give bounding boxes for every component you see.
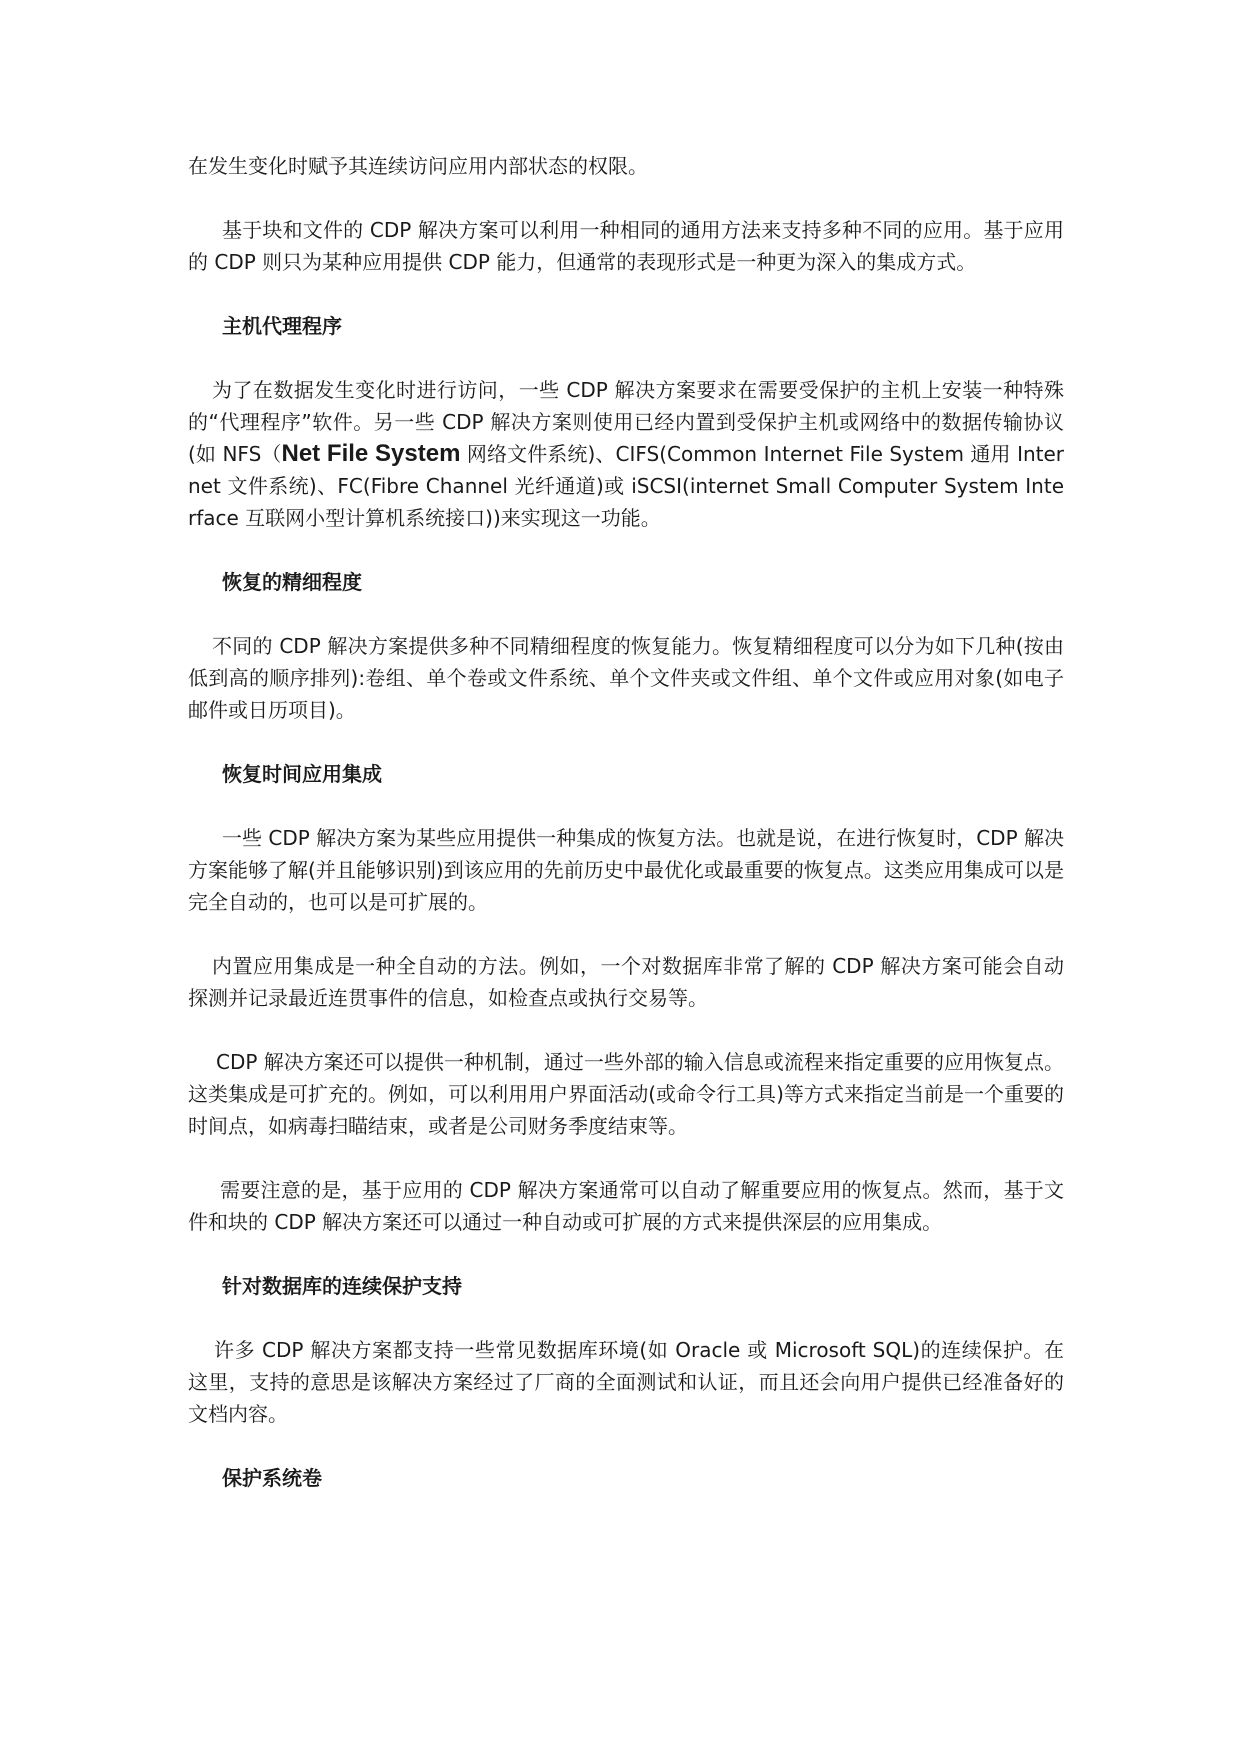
paragraph-host-agent (188, 374, 1064, 534)
document-body (188, 150, 1064, 1526)
paragraph-block-file-app-cdp: 基于块和文件的 CDP 解决方案可以利用一种相同的通用方法来支持多种不同的应用。基于应用的 CDP 则只为某种应用提供 CDP 能力，但通常的表现形式是一种更为深入的集成方式。 (188, 218, 1064, 274)
heading-host-agent: 主机代理程序 (222, 314, 342, 338)
heading-database-protection: 针对数据库的连续保护支持 (222, 1274, 462, 1298)
paragraph-continuation: 在发生变化时赋予其连续访问应用内部状态的权限。 (188, 154, 648, 178)
paragraph-recovery-granularity: 不同的 CDP 解决方案提供多种不同精细程度的恢复能力。恢复精细程度可以分为如下几种(按由低到高的顺序排列):卷组、单个卷或文件系统、单个文件夹或文件组、单个文件或应用对象(如电子邮件或日历项目)。 (188, 634, 1064, 722)
heading-recovery-granularity: 恢复的精细程度 (222, 570, 362, 594)
heading-system-volume-protection: 保护系统卷 (222, 1466, 322, 1490)
paragraph-database-protection: 许多 CDP 解决方案都支持一些常见数据库环境(如 Oracle 或 Microsoft SQL)的连续保护。在这里，支持的意思是该解决方案经过了厂商的全面测试和认证，而且还会向用户提供已经准备好的文档内容。 (188, 1338, 1064, 1426)
paragraph-app-integration-intro: 一些 CDP 解决方案为某些应用提供一种集成的恢复方法。也就是说，在进行恢复时，CDP 解决方案能够了解(并且能够识别)到该应用的先前历史中最优化或最重要的恢复点。这类应用集成可以是完全自动的，也可以是可扩展的。 (188, 826, 1064, 914)
heading-recovery-time-app-integration: 恢复时间应用集成 (222, 762, 382, 786)
paragraph-extensible-integration: CDP 解决方案还可以提供一种机制，通过一些外部的输入信息或流程来指定重要的应用恢复点。这类集成是可扩充的。例如，可以利用用户界面活动(或命令行工具)等方式来指定当前是一个重要的时间点，如病毒扫瞄结束，或者是公司财务季度结束等。 (188, 1050, 1064, 1138)
paragraph-note: 需要注意的是，基于应用的 CDP 解决方案通常可以自动了解重要应用的恢复点。然而，基于文件和块的 CDP 解决方案还可以通过一种自动或可扩展的方式来提供深层的应用集成。 (188, 1178, 1064, 1234)
paragraph-host-agent-text-a: 为了在数据发生变化时进行访问，一些 CDP 解决方案要求在需要受保护的主机上安装一种特殊的“代理程序”软件。另一些 CDP 解决方案则使用已经内置到受保护主机或网络中的数据传输协议(如 NFS（ (188, 378, 1064, 466)
paragraph-builtin-integration: 内置应用集成是一种全自动的方法。例如，一个对数据库非常了解的 CDP 解决方案可能会自动探测并记录最近连贯事件的信息，如检查点或执行交易等。 (188, 954, 1064, 1010)
nfs-term: Net File System (281, 440, 461, 467)
paragraph-host-agent-text-c: 网络文件系统)、CIFS(Common Internet File System 通用 Internet 文件系统)、FC(Fibre Channel 光纤通道)或 iSCSI(internet Small Computer System Interface 互联网小型计算机系统接口))来实现这一功能。 (188, 442, 1065, 530)
